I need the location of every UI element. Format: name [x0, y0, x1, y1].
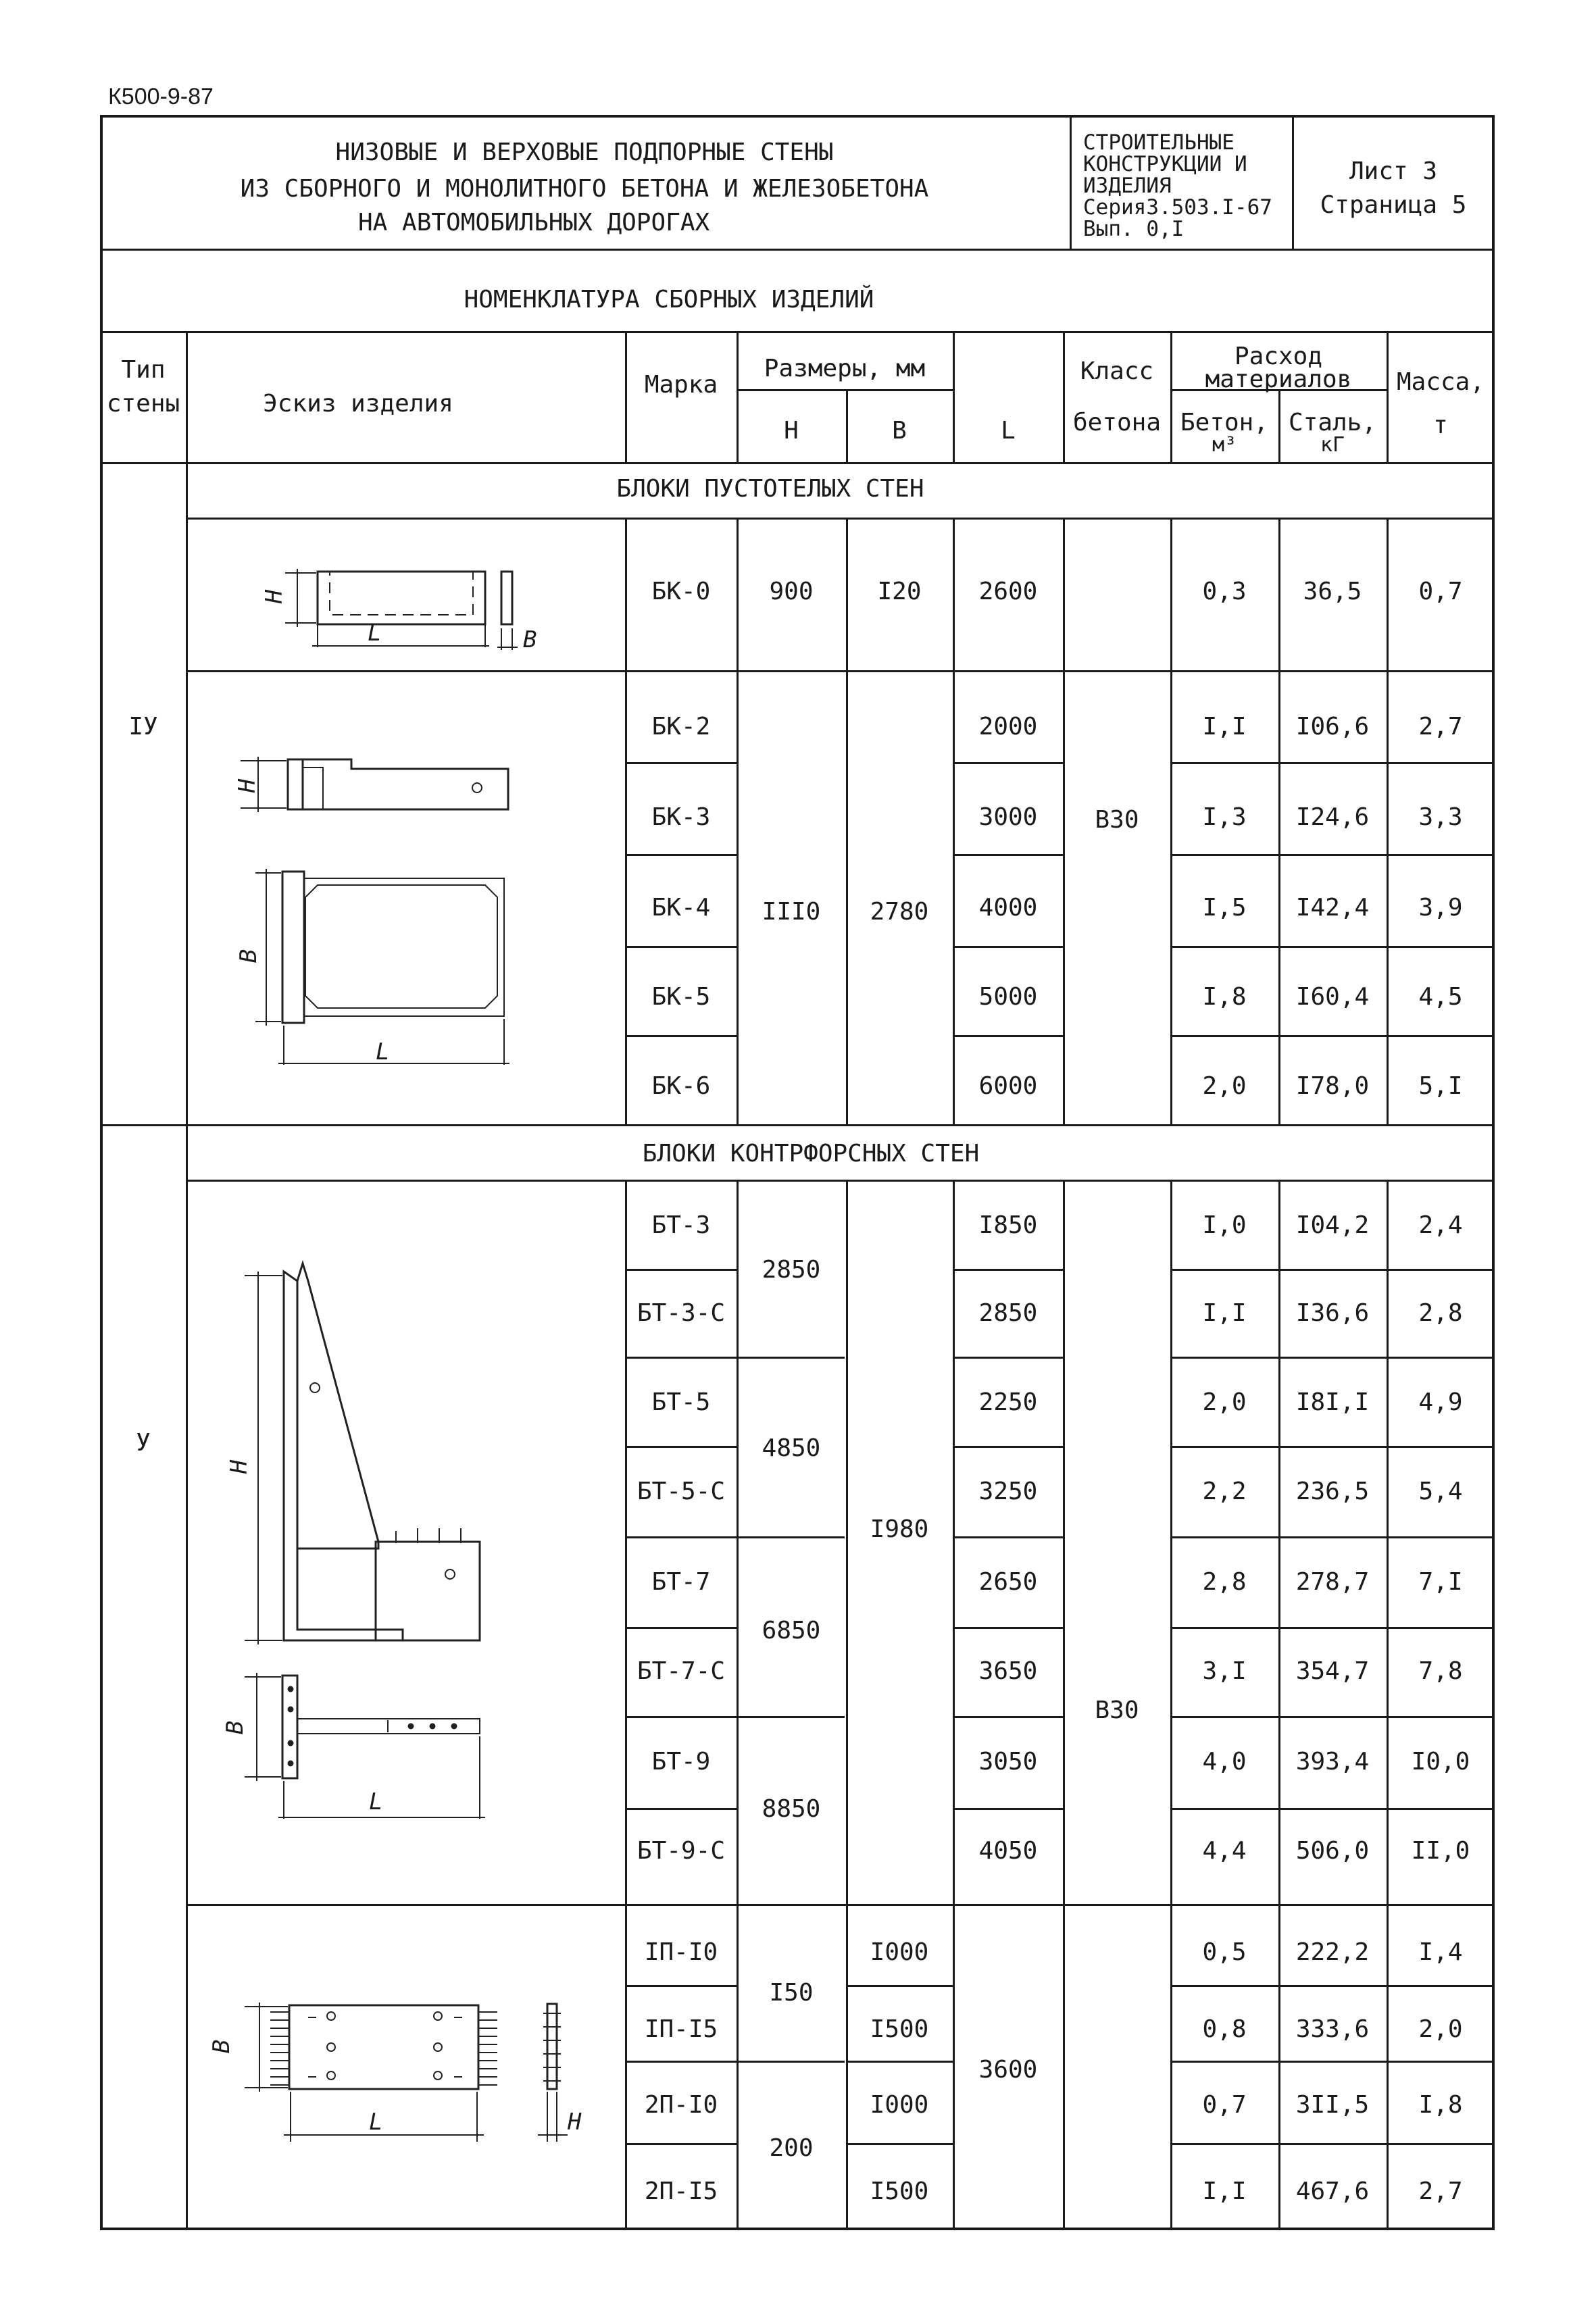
- header-B: B: [892, 417, 907, 445]
- table-row-mark: БК-5: [651, 983, 711, 1011]
- table-row-concrete: I,3: [1202, 803, 1247, 831]
- header-consumption-2: материалов: [1205, 366, 1352, 393]
- table-row-mass: 2,0: [1418, 2015, 1463, 2043]
- document-code: К500-9-87: [108, 84, 214, 109]
- header-type-2: стены: [106, 390, 180, 418]
- table-row-mass: I,8: [1418, 2091, 1463, 2119]
- sketch-block-bk-series: [241, 757, 509, 1065]
- sketch-bk0-H-label: H: [261, 589, 289, 604]
- series-line-4: Серия3.503.I-67: [1083, 195, 1272, 220]
- table-row-steel: 3II,5: [1295, 2091, 1370, 2119]
- table-row-length: 2000: [978, 713, 1038, 740]
- table-row-mass: I,4: [1418, 1938, 1463, 1966]
- header-H: H: [784, 417, 799, 445]
- table-row-length: 4000: [978, 894, 1038, 922]
- sketch-bk0-L-label: L: [368, 620, 382, 647]
- height-group-section1: III0: [762, 898, 821, 926]
- title-line-3: НА АВТОМОБИЛЬНЫХ ДОРОГАХ: [358, 209, 710, 236]
- slab-L-3600: 3600: [978, 2056, 1038, 2084]
- series-line-5: Вып. 0,I: [1083, 217, 1184, 241]
- table-row-concrete: I,0: [1202, 1211, 1247, 1239]
- buttress-B-value: I980: [870, 1515, 929, 1543]
- header-L: L: [1001, 417, 1016, 445]
- table-row-mass: 5,I: [1418, 1072, 1463, 1100]
- table-row-length: 3050: [978, 1748, 1038, 1776]
- concrete-class-section2: B30: [1095, 1696, 1139, 1724]
- header-steel-2: кГ: [1320, 433, 1345, 457]
- table-row-length: 3000: [978, 803, 1038, 831]
- row-bk0-B: I20: [877, 578, 922, 605]
- table-row-steel: 236,5: [1295, 1478, 1370, 1505]
- table-row-steel: 354,7: [1295, 1657, 1370, 1685]
- table-row-mark: БТ-7: [651, 1568, 711, 1596]
- table-row-mark: БТ-3-С: [637, 1299, 726, 1327]
- sheet-number: Лист 3: [1349, 157, 1438, 185]
- table-row-steel: I36,6: [1295, 1299, 1370, 1327]
- table-row-mass: 3,9: [1418, 894, 1463, 922]
- table-row-steel: I42,4: [1295, 894, 1370, 922]
- page-number: Страница 5: [1320, 191, 1467, 219]
- table-row-mark: IП-I5: [644, 2015, 718, 2043]
- table-row-concrete: 2,2: [1202, 1478, 1247, 1505]
- height-group-6850: 6850: [762, 1617, 821, 1644]
- table-row-concrete: 0,7: [1202, 2091, 1247, 2119]
- table-row-steel: I78,0: [1295, 1072, 1370, 1100]
- table-row-steel: 393,4: [1295, 1748, 1370, 1776]
- height-group-8850: 8850: [762, 1795, 821, 1823]
- table-row-mass: 2,7: [1418, 713, 1463, 740]
- table-row-concrete: I,I: [1202, 1299, 1247, 1327]
- header-concrete-1: Бетон,: [1180, 409, 1269, 436]
- table-row-concrete: I,8: [1202, 983, 1247, 1011]
- table-row-mark: БТ-5: [651, 1388, 711, 1416]
- table-row-mass: 3,3: [1418, 803, 1463, 831]
- table-row-mass: 4,9: [1418, 1388, 1463, 1416]
- table-row-length: 2850: [978, 1299, 1038, 1327]
- table-row-mark: БК-6: [651, 1072, 711, 1100]
- table-row-mark: БК-4: [651, 894, 711, 922]
- table-row-steel: 278,7: [1295, 1568, 1370, 1596]
- table-row-mark: БК-2: [651, 713, 711, 740]
- table-row-steel: I60,4: [1295, 983, 1370, 1011]
- table-row-steel: 36,5: [1303, 578, 1362, 605]
- table-row-concrete: 2,8: [1202, 1568, 1247, 1596]
- table-row-concrete: 3,I: [1202, 1657, 1247, 1685]
- table-row-steel: I24,6: [1295, 803, 1370, 831]
- header-steel-1: Сталь,: [1288, 409, 1377, 436]
- header-consumption-1: Расход: [1234, 343, 1323, 370]
- table-row-concrete: I,I: [1202, 713, 1247, 740]
- header-mass-1: Масса,: [1396, 368, 1485, 396]
- table-row-steel: 506,0: [1295, 1837, 1370, 1865]
- table-row-mass: 2,8: [1418, 1299, 1463, 1327]
- header-type-1: Тип: [121, 356, 166, 384]
- table-row-length: 2600: [978, 578, 1038, 605]
- table-row-mass: 7,8: [1418, 1657, 1463, 1685]
- sketch-bt-L-label: L: [369, 1788, 383, 1815]
- table-row-mass: II,0: [1411, 1837, 1470, 1865]
- table-row-mark: БТ-9-С: [637, 1837, 726, 1865]
- table-row-mark: БТ-5-С: [637, 1478, 726, 1505]
- table-row-mass: 0,7: [1418, 578, 1463, 605]
- table-row-steel: I04,2: [1295, 1211, 1370, 1239]
- title-line-2: ИЗ СБОРНОГО И МОНОЛИТНОГО БЕТОНА И ЖЕЛЕЗОБЕТОНА: [240, 175, 929, 203]
- header-class-2: бетона: [1072, 409, 1162, 436]
- header-mark: Марка: [644, 371, 718, 399]
- slab-H-200: 200: [769, 2134, 814, 2162]
- table-row-mass: 4,5: [1418, 983, 1463, 1011]
- sketch-slab-H-label: H: [568, 2109, 582, 2136]
- height-group-4850: 4850: [762, 1434, 821, 1462]
- header-class-1: Класс: [1080, 357, 1154, 385]
- table-row-concrete: 0,3: [1202, 578, 1247, 605]
- sketch-block-bk0: [285, 569, 518, 650]
- table-row-concrete: 0,5: [1202, 1938, 1247, 1966]
- table-row-length: 4050: [978, 1837, 1038, 1865]
- header-sketch: Эскиз изделия: [263, 390, 453, 418]
- table-row-mark: IП-I0: [644, 1938, 718, 1966]
- row-bk0-H: 900: [769, 578, 814, 605]
- table-row-steel: I06,6: [1295, 713, 1370, 740]
- table-row-width: I000: [870, 2091, 929, 2119]
- table-row-mass: 7,I: [1418, 1568, 1463, 1596]
- table-title: НОМЕНКЛАТУРА СБОРНЫХ ИЗДЕЛИЙ: [464, 286, 874, 313]
- wall-type-U: У: [136, 1429, 151, 1457]
- table-row-mark: БТ-9: [651, 1748, 711, 1776]
- sketch-bk0-B-label: B: [523, 626, 537, 653]
- table-row-mass: 5,4: [1418, 1478, 1463, 1505]
- table-row-mark: БТ-7-С: [637, 1657, 726, 1685]
- series-line-2: КОНСТРУКЦИИ И: [1083, 152, 1247, 176]
- slab-H-150: I50: [769, 1979, 814, 2007]
- section-title-hollow-blocks: БЛОКИ ПУСТОТЕЛЫХ СТЕН: [616, 475, 924, 503]
- table-row-concrete: 0,8: [1202, 2015, 1247, 2043]
- header-dimensions: Размеры, мм: [764, 355, 926, 382]
- table-row-concrete: 4,4: [1202, 1837, 1247, 1865]
- sketch-slab-L-label: L: [369, 2109, 383, 2136]
- series-line-3: ИЗДЕЛИЯ: [1083, 174, 1172, 198]
- table-row-mark: БТ-3: [651, 1211, 711, 1239]
- sketch-bk-H-label: H: [234, 778, 261, 793]
- table-row-length: I850: [978, 1211, 1038, 1239]
- sketch-bt-H-label: H: [226, 1459, 253, 1474]
- table-row-width: I000: [870, 1938, 929, 1966]
- table-row-concrete: I,5: [1202, 894, 1247, 922]
- sketch-slab-series: [245, 2003, 568, 2142]
- table-row-length: 5000: [978, 983, 1038, 1011]
- table-row-mark: БК-3: [651, 803, 711, 831]
- table-row-length: 6000: [978, 1072, 1038, 1100]
- concrete-class-section1: B30: [1095, 806, 1139, 834]
- table-row-length: 2250: [978, 1388, 1038, 1416]
- section-title-buttress-blocks: БЛОКИ КОНТРФОРСНЫХ СТЕН: [642, 1140, 980, 1167]
- table-row-concrete: 2,0: [1202, 1388, 1247, 1416]
- width-group-section1: 2780: [870, 898, 929, 926]
- table-row-concrete: 2,0: [1202, 1072, 1247, 1100]
- table-row-length: 3650: [978, 1657, 1038, 1685]
- table-row-mark: БК-0: [651, 578, 711, 605]
- table-row-steel: I8I,I: [1295, 1388, 1370, 1416]
- table-row-length: 2650: [978, 1568, 1038, 1596]
- header-concrete-2: м³: [1212, 433, 1237, 457]
- sketch-block-bt-series: [245, 1263, 485, 1819]
- table-row-concrete: I,I: [1202, 2178, 1247, 2205]
- table-row-mark: 2П-I5: [644, 2178, 718, 2205]
- sketch-bt-B-label: B: [222, 1720, 249, 1735]
- table-row-width: I500: [870, 2178, 929, 2205]
- table-row-steel: 222,2: [1295, 1938, 1370, 1966]
- series-line-1: СТРОИТЕЛЬНЫЕ: [1083, 130, 1235, 155]
- table-row-mass: 2,4: [1418, 1211, 1463, 1239]
- header-mass-2: т: [1433, 411, 1448, 439]
- height-group-2850: 2850: [762, 1256, 821, 1284]
- table-row-mass: 2,7: [1418, 2178, 1463, 2205]
- sketch-bk-B-label: B: [235, 949, 263, 963]
- table-row-steel: 467,6: [1295, 2178, 1370, 2205]
- title-line-1: НИЗОВЫЕ И ВЕРХОВЫЕ ПОДПОРНЫЕ СТЕНЫ: [335, 139, 834, 166]
- table-row-steel: 333,6: [1295, 2015, 1370, 2043]
- table-row-mark: 2П-I0: [644, 2091, 718, 2119]
- table-row-width: I500: [870, 2015, 929, 2043]
- sketch-bk-L-label: L: [376, 1038, 390, 1065]
- table-row-length: 3250: [978, 1478, 1038, 1505]
- table-row-mass: I0,0: [1411, 1748, 1470, 1776]
- sketch-slab-B-label: B: [208, 2039, 236, 2054]
- table-row-concrete: 4,0: [1202, 1748, 1247, 1776]
- wall-type-IU: IУ: [128, 713, 158, 740]
